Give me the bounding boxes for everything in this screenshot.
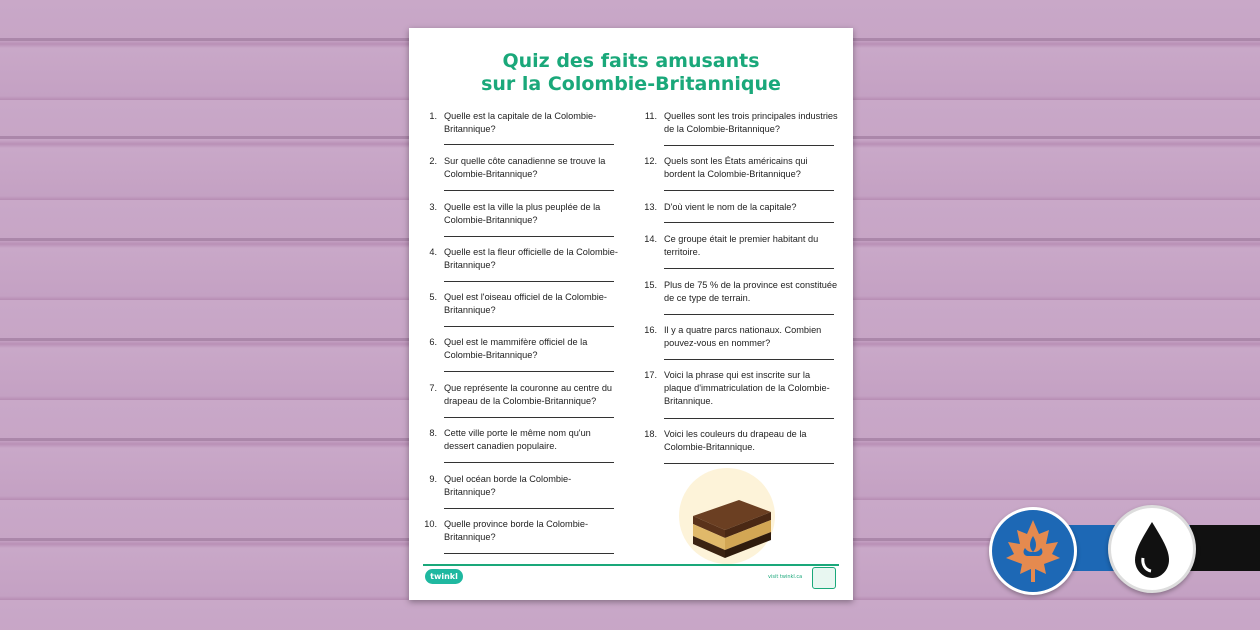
footer-divider: [423, 564, 839, 566]
maple-leaf-fleur-de-lis-icon: [989, 507, 1077, 595]
question-number: 12.: [644, 156, 657, 166]
worksheet-title: [409, 50, 853, 96]
question-text: Quelles sont les trois principales industries de la Colombie-Britannique?: [664, 111, 838, 134]
quality-badge-icon: [812, 567, 836, 589]
answer-line[interactable]: [664, 145, 834, 146]
answer-line[interactable]: [444, 462, 614, 463]
answer-line[interactable]: [664, 222, 834, 223]
question-number: 4.: [429, 247, 437, 257]
question-number: 16.: [644, 325, 657, 335]
question-number: 14.: [644, 234, 657, 244]
icon-connector-bar-dark: [1190, 525, 1260, 571]
question-text: Quelle province borde la Colombie-Britannique?: [444, 519, 589, 542]
answer-line[interactable]: [444, 371, 614, 372]
answer-line[interactable]: [444, 281, 614, 282]
question-number: 2.: [429, 156, 437, 166]
question-number: 10.: [424, 519, 437, 529]
answer-line[interactable]: [444, 190, 614, 191]
question-text: Quel océan borde la Colombie-Britannique?: [444, 474, 572, 497]
question-text: Quel est l'oiseau officiel de la Colombie-Britannique?: [444, 292, 607, 315]
question-number: 13.: [644, 202, 657, 212]
question-number: 5.: [429, 292, 437, 302]
answer-line[interactable]: [444, 508, 614, 509]
answer-line[interactable]: [444, 417, 614, 418]
question-number: 3.: [429, 202, 437, 212]
question-number: 9.: [429, 474, 437, 484]
question-text: D'où vient le nom de la capitale?: [664, 202, 797, 212]
answer-line[interactable]: [664, 314, 834, 315]
answer-line[interactable]: [664, 268, 834, 269]
answer-line[interactable]: [664, 190, 834, 191]
question-number: 11.: [644, 111, 657, 121]
question-number: 6.: [429, 337, 437, 347]
footer-url: visit twinkl.ca: [768, 574, 803, 580]
answer-line[interactable]: [664, 359, 834, 360]
question-text: Il y a quatre parcs nationaux. Combien pouvez-vous en nommer?: [664, 325, 822, 348]
question-text: Quels sont les États américains qui bordent la Colombie-Britannique?: [664, 156, 808, 179]
title-line-2: sur la Colombie-Britannique: [481, 73, 781, 95]
question-number: 17.: [644, 370, 657, 380]
question-text: Cette ville porte le même nom qu'un dessert canadien populaire.: [444, 428, 591, 451]
twinkl-logo: twinkl: [425, 569, 463, 584]
question-text: Quelle est la ville la plus peuplée de la Colombie-Britannique?: [444, 202, 601, 225]
nanaimo-bar-image: [689, 486, 775, 558]
question-number: 1.: [429, 111, 437, 121]
question-number: 7.: [429, 383, 437, 393]
title-line-1: Quiz des faits amusants: [502, 50, 760, 72]
question-text: Sur quelle côte canadienne se trouve la Colombie-Britannique?: [444, 156, 606, 179]
question-text: Voici les couleurs du drapeau de la Colombie-Britannique.: [664, 429, 807, 452]
question-text: Quelle est la fleur officielle de la Colombie-Britannique?: [444, 247, 618, 270]
question-number: 8.: [429, 428, 437, 438]
question-text: Que représente la couronne au centre du drapeau de la Colombie-Britannique?: [444, 383, 613, 406]
answer-line[interactable]: [664, 418, 834, 419]
answer-line[interactable]: [444, 236, 614, 237]
answer-line[interactable]: [444, 144, 614, 145]
question-text: Plus de 75 % de la province est constituée de ce type de terrain.: [664, 280, 838, 303]
question-text: Ce groupe était le premier habitant du territoire.: [664, 234, 819, 257]
answer-line[interactable]: [444, 326, 614, 327]
question-number: 15.: [644, 280, 657, 290]
worksheet-page: [409, 28, 853, 600]
answer-line[interactable]: [444, 553, 614, 554]
question-text: Quel est le mammifère officiel de la Colombie-Britannique?: [444, 337, 588, 360]
question-text: Voici la phrase qui est inscrite sur la plaque d'immatriculation de la Colombie-Britannique.: [664, 370, 830, 406]
ink-drop-icon: [1108, 505, 1196, 593]
question-text: Quelle est la capitale de la Colombie-Britannique?: [444, 111, 597, 134]
question-number: 18.: [644, 429, 657, 439]
answer-line[interactable]: [664, 463, 834, 464]
